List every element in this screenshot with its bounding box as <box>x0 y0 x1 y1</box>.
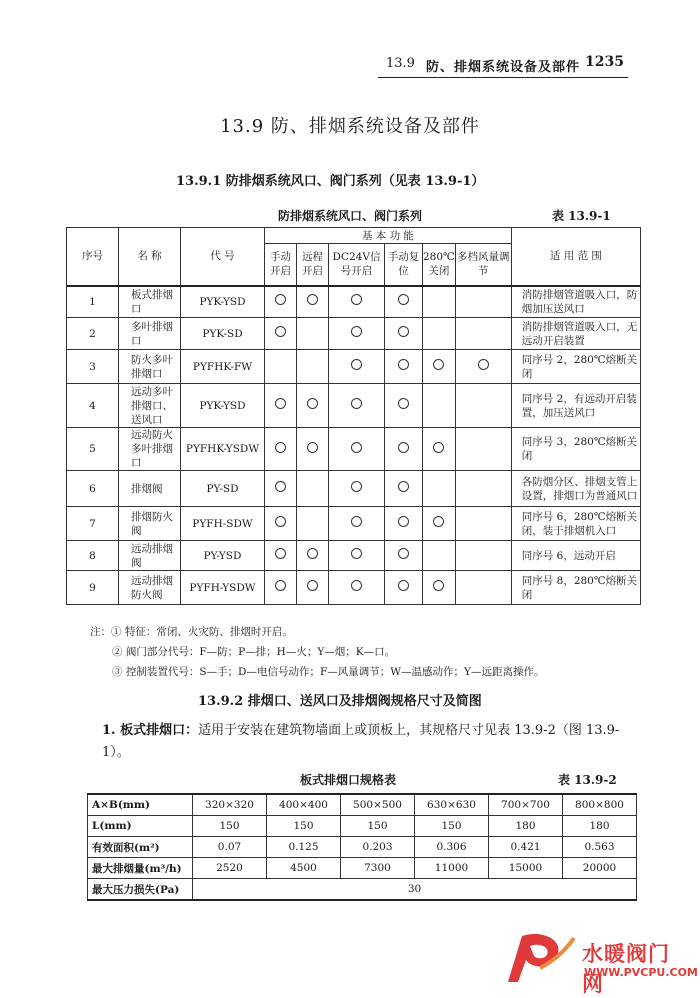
cell-function-3 <box>329 571 385 605</box>
cell-value: 320×320 <box>193 794 267 816</box>
cell-function-6 <box>455 471 511 507</box>
cell-code: PYFH-YSDW <box>181 571 265 605</box>
cell-value: 0.203 <box>341 837 415 858</box>
note-1: 注：① 特征：常闭、火灾防、排烟时开启。 <box>90 626 293 638</box>
cell-scope: 同序号 8，280℃熔断关闭 <box>511 571 640 605</box>
cell-function-3 <box>329 318 385 350</box>
circle-mark-icon <box>433 516 444 527</box>
watermark-cn: 水暖阀门网 <box>582 942 670 996</box>
cell-seq: 8 <box>67 541 119 571</box>
table1-caption: 防排烟系统风口、阀门系列 <box>278 209 423 223</box>
cell-function-6 <box>455 350 511 384</box>
cell-seq: 3 <box>67 350 119 384</box>
circle-mark-icon <box>275 548 286 559</box>
cell-value: 800×800 <box>563 794 637 816</box>
cell-function-3 <box>329 428 385 471</box>
cell-name: 远动防火多叶排烟口 <box>119 428 181 471</box>
row-label: 有效面积(m²) <box>88 837 193 858</box>
watermark-url: WWW.PVCPU.COM <box>584 966 698 979</box>
row-label: 最大排烟量(m³/h) <box>88 858 193 879</box>
header-code: 代 号 <box>181 228 265 286</box>
table1-notes <box>90 622 544 682</box>
cell-value: 0.421 <box>489 837 563 858</box>
cell-code: PYFHK-FW <box>181 350 265 384</box>
cell-code: PYK-YSD <box>181 286 265 318</box>
cell-code: PY-YSD <box>181 541 265 571</box>
cell-value: 15000 <box>489 858 563 879</box>
circle-mark-icon <box>307 548 318 559</box>
row-label: A×B(mm) <box>88 794 193 816</box>
table-row <box>88 879 637 901</box>
section-heading: 13.9 防、排烟系统设备及部件 <box>220 116 480 137</box>
circle-mark-icon <box>351 516 362 527</box>
circle-mark-icon <box>351 398 362 409</box>
cell-name: 排烟阀 <box>119 471 181 507</box>
cell-value: 2520 <box>193 858 267 879</box>
cell-function-5 <box>423 318 456 350</box>
cell-code: PYFHK-YSDW <box>181 428 265 471</box>
cell-seq: 5 <box>67 428 119 471</box>
cell-seq: 2 <box>67 318 119 350</box>
cell-function-6 <box>455 541 511 571</box>
circle-mark-icon <box>478 359 489 370</box>
table2-number: 表 13.9-2 <box>558 773 617 787</box>
cell-function-2 <box>297 507 329 541</box>
cell-code: PYFH-SDW <box>181 507 265 541</box>
valve-series-table <box>66 227 641 605</box>
table-row <box>67 507 641 541</box>
cell-seq: 6 <box>67 471 119 507</box>
cell-function-6 <box>455 318 511 350</box>
page-number: 1235 <box>585 54 624 70</box>
cell-value: 150 <box>267 816 341 837</box>
circle-mark-icon <box>275 481 286 492</box>
cell-function-2 <box>297 384 329 428</box>
header-seq: 序号 <box>67 228 119 286</box>
circle-mark-icon <box>351 294 362 305</box>
cell-function-4 <box>385 384 423 428</box>
running-header <box>378 53 628 78</box>
header-name: 名 称 <box>119 228 181 286</box>
paragraph-lead: 1. 板式排烟口： <box>102 723 199 738</box>
header-title: 防、排烟系统设备及部件 <box>426 60 581 75</box>
cell-function-4 <box>385 318 423 350</box>
circle-mark-icon <box>398 294 409 305</box>
cell-function-4 <box>385 571 423 605</box>
cell-name: 远动排烟防火阀 <box>119 571 181 605</box>
circle-mark-icon <box>398 580 409 591</box>
cell-value: 150 <box>193 816 267 837</box>
cell-value: 0.125 <box>267 837 341 858</box>
circle-mark-icon <box>433 359 444 370</box>
cell-function-2 <box>297 318 329 350</box>
subsection-heading-2: 13.9.2 排烟口、送风口及排烟阀规格尺寸及简图 <box>198 694 482 709</box>
table-row <box>88 858 637 879</box>
cell-function-5 <box>423 286 456 318</box>
header-manual-reset: 手动复位 <box>385 244 423 286</box>
cell-value: 400×400 <box>267 794 341 816</box>
paragraph-text: 适用于安装在建筑物墙面上或顶板上，其规格尺寸见表 13.9-2（图 13.9-1）。 <box>102 723 620 760</box>
cell-function-4 <box>385 428 423 471</box>
cell-function-4 <box>385 286 423 318</box>
cell-function-2 <box>297 571 329 605</box>
header-dc24v-open: DC24V信号开启 <box>329 244 385 286</box>
cell-function-5 <box>423 350 456 384</box>
cell-function-1 <box>265 571 297 605</box>
table-row <box>67 571 641 605</box>
cell-function-3 <box>329 350 385 384</box>
cell-function-6 <box>455 428 511 471</box>
header-manual-open: 手动开启 <box>265 244 297 286</box>
cell-value: 0.563 <box>563 837 637 858</box>
cell-value: 150 <box>415 816 489 837</box>
cell-function-2 <box>297 471 329 507</box>
circle-mark-icon <box>398 548 409 559</box>
cell-function-5 <box>423 541 456 571</box>
circle-mark-icon <box>351 359 362 370</box>
cell-function-1 <box>265 507 297 541</box>
header-scope: 适 用 范 围 <box>511 228 640 286</box>
watermark <box>500 928 698 996</box>
cell-code: PYK-YSD <box>181 384 265 428</box>
cell-seq: 7 <box>67 507 119 541</box>
circle-mark-icon <box>398 359 409 370</box>
cell-value: 30 <box>193 879 637 901</box>
circle-mark-icon <box>398 481 409 492</box>
cell-function-4 <box>385 350 423 384</box>
cell-scope: 同序号 6，远动开启 <box>511 541 640 571</box>
circle-mark-icon <box>351 580 362 591</box>
table-row <box>67 471 641 507</box>
cell-function-1 <box>265 384 297 428</box>
circle-mark-icon <box>275 326 286 337</box>
circle-mark-icon <box>351 481 362 492</box>
cell-name: 远动多叶排烟口、送风口 <box>119 384 181 428</box>
cell-function-6 <box>455 384 511 428</box>
cell-function-1 <box>265 350 297 384</box>
circle-mark-icon <box>307 294 318 305</box>
header-basic-function: 基 本 功 能 <box>265 228 512 244</box>
table-row <box>67 350 641 384</box>
cell-name: 防火多叶排烟口 <box>119 350 181 384</box>
cell-function-1 <box>265 318 297 350</box>
cell-value: 0.07 <box>193 837 267 858</box>
table-row <box>88 816 637 837</box>
cell-function-2 <box>297 286 329 318</box>
circle-mark-icon <box>275 398 286 409</box>
circle-mark-icon <box>398 398 409 409</box>
cell-value: 11000 <box>415 858 489 879</box>
cell-value: 150 <box>341 816 415 837</box>
circle-mark-icon <box>398 516 409 527</box>
cell-value: 7300 <box>341 858 415 879</box>
cell-name: 远动排烟阀 <box>119 541 181 571</box>
cell-function-1 <box>265 541 297 571</box>
header-280-close: 280℃关闭 <box>423 244 456 286</box>
circle-mark-icon <box>433 580 444 591</box>
cell-name: 排烟防火阀 <box>119 507 181 541</box>
cell-code: PYK-SD <box>181 318 265 350</box>
cell-function-3 <box>329 507 385 541</box>
cell-seq: 4 <box>67 384 119 428</box>
circle-mark-icon <box>398 442 409 453</box>
circle-mark-icon <box>433 442 444 453</box>
cell-function-2 <box>297 350 329 384</box>
cell-function-1 <box>265 286 297 318</box>
table-row <box>88 837 637 858</box>
cell-code: PY-SD <box>181 471 265 507</box>
cell-function-4 <box>385 541 423 571</box>
cell-name: 多叶排烟口 <box>119 318 181 350</box>
cell-function-5 <box>423 428 456 471</box>
cell-value: 630×630 <box>415 794 489 816</box>
table-row <box>67 286 641 318</box>
header-section: 13.9 <box>386 56 415 71</box>
cell-function-6 <box>455 571 511 605</box>
cell-function-5 <box>423 571 456 605</box>
note-3: ③ 控制装置代号：S—手；D—电信号动作；F—风量调节；W—温感动作；Y—远距离操作。 <box>112 666 545 678</box>
cell-function-6 <box>455 286 511 318</box>
cell-name: 板式排烟口 <box>119 286 181 318</box>
circle-mark-icon <box>307 442 318 453</box>
cell-function-2 <box>297 541 329 571</box>
cell-function-2 <box>297 428 329 471</box>
cell-value: 180 <box>489 816 563 837</box>
cell-seq: 9 <box>67 571 119 605</box>
circle-mark-icon <box>275 442 286 453</box>
header-remote-open: 远程开启 <box>297 244 329 286</box>
cell-scope: 同序号 2，280℃熔断关闭 <box>511 350 640 384</box>
cell-function-3 <box>329 384 385 428</box>
circle-mark-icon <box>307 398 318 409</box>
body-paragraph <box>102 720 632 764</box>
cell-function-5 <box>423 471 456 507</box>
cell-scope: 同序号 3，280℃熔断关闭 <box>511 428 640 471</box>
circle-mark-icon <box>275 516 286 527</box>
cell-scope: 同序号 6，280℃熔断关闭，装于排烟机入口 <box>511 507 640 541</box>
table-row <box>67 318 641 350</box>
cell-function-1 <box>265 471 297 507</box>
cell-value: 180 <box>563 816 637 837</box>
circle-mark-icon <box>275 580 286 591</box>
cell-scope: 消防排烟管道吸入口，防烟加压送风口 <box>511 286 640 318</box>
table2-caption: 板式排烟口规格表 <box>300 773 397 787</box>
circle-mark-icon <box>351 326 362 337</box>
circle-mark-icon <box>275 294 286 305</box>
cell-value: 0.306 <box>415 837 489 858</box>
cell-value: 700×700 <box>489 794 563 816</box>
cell-function-4 <box>385 507 423 541</box>
cell-function-3 <box>329 541 385 571</box>
cell-seq: 1 <box>67 286 119 318</box>
cell-scope: 消防排烟管道吸入口，无远动开启装置 <box>511 318 640 350</box>
table-row <box>88 794 637 816</box>
cell-scope: 各防烟分区、排烟支管上设置，排烟口为普通风口 <box>511 471 640 507</box>
subsection-heading-1: 13.9.1 防排烟系统风口、阀门系列（见表 13.9-1） <box>176 174 485 189</box>
row-label: 最大压力损失(Pa) <box>88 879 193 901</box>
smoke-outlet-spec-table <box>87 793 637 901</box>
circle-mark-icon <box>307 580 318 591</box>
note-2: ② 阀门部分代号：F—防；P—排；H—火；Y—烟；K—口。 <box>112 646 396 658</box>
cell-function-3 <box>329 471 385 507</box>
cell-value: 20000 <box>563 858 637 879</box>
table-row <box>67 541 641 571</box>
circle-mark-icon <box>351 548 362 559</box>
cell-value: 500×500 <box>341 794 415 816</box>
table-row <box>67 428 641 471</box>
cell-function-4 <box>385 471 423 507</box>
cell-function-3 <box>329 286 385 318</box>
cell-scope: 同序号 2，有远动开启装置，加压送风口 <box>511 384 640 428</box>
table-row <box>67 384 641 428</box>
cell-function-6 <box>455 507 511 541</box>
circle-mark-icon <box>351 442 362 453</box>
cell-value: 4500 <box>267 858 341 879</box>
cell-function-1 <box>265 428 297 471</box>
header-multi-air-volume: 多档风量调节 <box>455 244 511 286</box>
row-label: L(mm) <box>88 816 193 837</box>
table1-number: 表 13.9-1 <box>552 209 611 223</box>
cell-function-5 <box>423 384 456 428</box>
watermark-logo-icon <box>500 928 580 986</box>
cell-function-5 <box>423 507 456 541</box>
circle-mark-icon <box>398 326 409 337</box>
